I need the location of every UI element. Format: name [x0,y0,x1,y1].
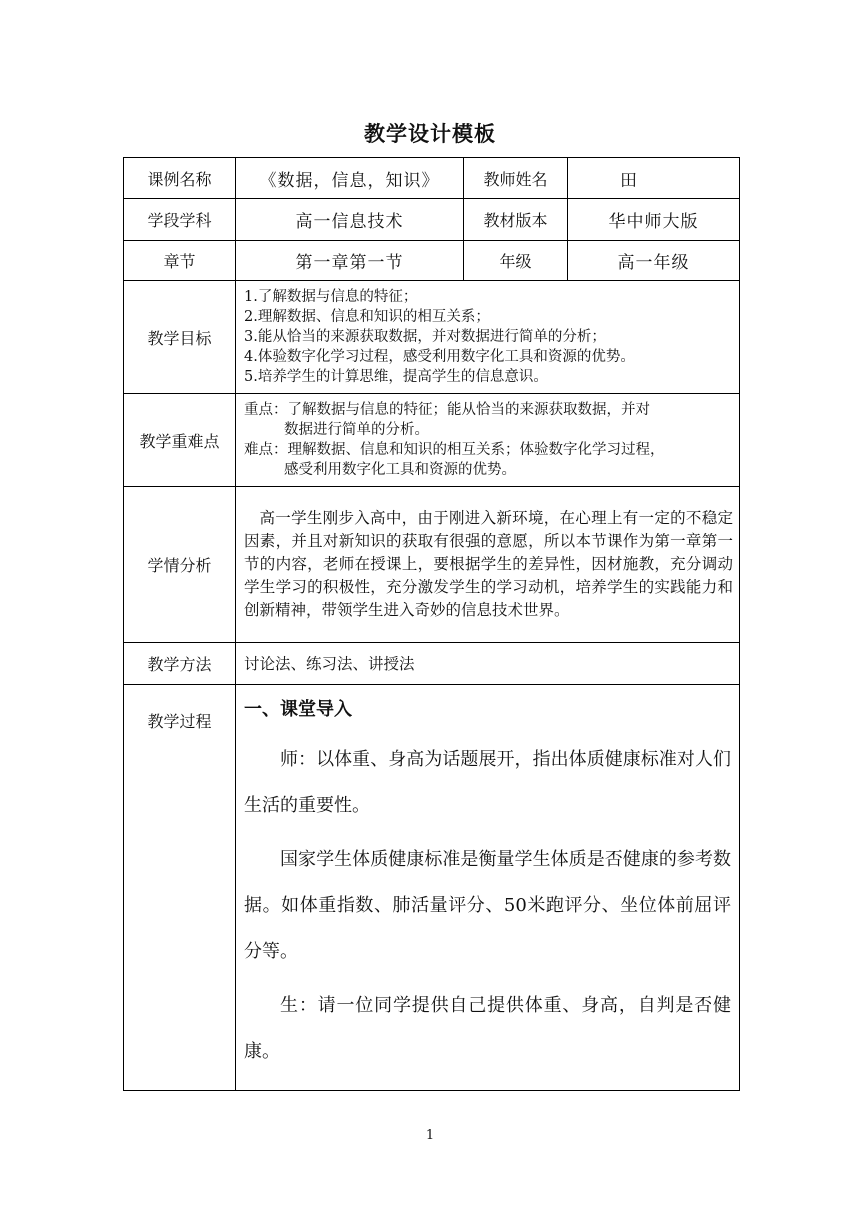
body-paragraph: 生：请一位同学提供自己提供体重、身高，自判是否健康。 [244,995,731,1062]
table-row [124,158,740,199]
textbook-edition-value: 华中师大版 [568,199,740,241]
method-value: 讨论法、练习法、讲授法 [236,643,740,685]
table-row [124,199,740,241]
lesson-plan-table [123,157,740,1091]
textbook-edition-label: 教材版本 [464,199,568,241]
list-item: 4.体验数字化学习过程，感受利用数字化工具和资源的优势。 [244,349,635,365]
list-item: 3.能从恰当的来源获取数据，并对数据进行简单的分析； [244,329,606,345]
key-point-line: 重点：了解数据与信息的特征；能从恰当的来源获取数据，并对 [244,402,650,418]
body-paragraph: 国家学生体质健康标准是衡量学生体质是否健康的参考数据。如体重指数、肺活量评分、50米跑评分、坐位体前屈评分等。 [244,849,731,962]
table-row [124,241,740,281]
grade-value: 高一年级 [568,241,740,281]
body-paragraph: 师：以体重、身高为话题展开，指出体质健康标准对人们生活的重要性。 [244,749,731,816]
key-points-content [236,394,740,487]
difficulty-line: 难点：理解数据、信息和知识的相互关系；体验数字化学习过程， [244,442,665,458]
grade-label: 年级 [464,241,568,281]
table-row [124,281,740,394]
chapter-value: 第一章第一节 [236,241,464,281]
key-points-label: 教学重难点 [124,394,236,487]
course-name-value: 《数据，信息，知识》 [236,158,464,199]
analysis-text: 高一学生刚步入高中，由于刚进入新环境，在心理上有一定的不稳定因素，并且对新知识的获取有很强的意愿，所以本节课作为第一章第一节的内容，老师在授课上，要根据学生的差异性，因材施教，充分调动学生学习的积极性，充分激发学生的学习动机，培养学生的实践能力和创新精神，带领学生进入奇妙的信息技术世界。 [236,487,740,643]
method-label: 教学方法 [124,643,236,685]
teacher-name-label: 教师姓名 [464,158,568,199]
process-label: 教学过程 [124,685,236,1091]
list-item: 2.理解数据、信息和知识的相互关系； [244,309,490,325]
list-item: 5.培养学生的计算思维，提高学生的信息意识。 [244,369,548,385]
key-point-line: 数据进行简单的分析。 [284,422,429,438]
document-title: 教学设计模板 [364,122,496,146]
table-row [124,685,740,1091]
chapter-label: 章节 [124,241,236,281]
process-content [236,685,740,1091]
analysis-label: 学情分析 [124,487,236,643]
table-row [124,643,740,685]
table-row [124,487,740,643]
difficulty-line: 感受利用数字化工具和资源的优势。 [284,462,516,478]
teacher-name-value: 田 [568,158,740,199]
stage-subject-label: 学段学科 [124,199,236,241]
stage-subject-value: 高一信息技术 [236,199,464,241]
objectives-label: 教学目标 [124,281,236,394]
table-row [124,394,740,487]
section-heading: 一、课堂导入 [244,699,352,720]
objectives-list [236,281,740,394]
list-item: 1.了解数据与信息的特征； [244,289,418,305]
course-name-label: 课例名称 [124,158,236,199]
page-number: 1 [425,1128,435,1143]
